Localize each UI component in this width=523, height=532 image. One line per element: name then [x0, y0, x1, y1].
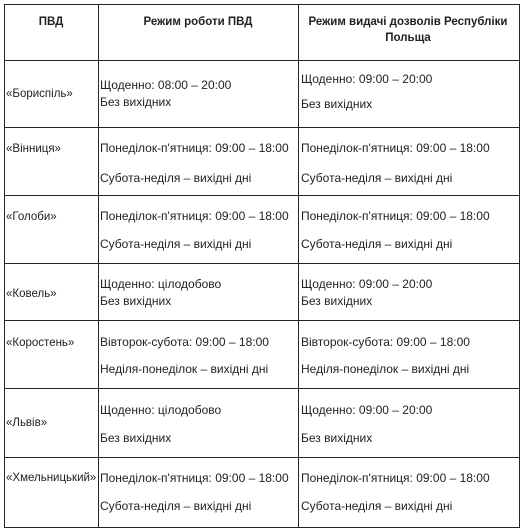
permit-schedule-line: Вівторок-субота: 09:00 – 18:00 [301, 335, 470, 349]
column-divider [298, 4, 299, 528]
row-divider [4, 195, 520, 196]
pvd-schedule-line: Щоденно: цілодобово [100, 403, 222, 417]
pvd-schedule-line: Без вихідних [100, 95, 172, 109]
permit-schedule-line: Неділя-понеділок – вихідні дні [301, 362, 470, 376]
row-name: «Коростень» [6, 337, 75, 349]
table-border-top [4, 4, 520, 5]
pvd-schedule-line: Субота-неділя – вихідні дні [100, 499, 252, 513]
row-divider [4, 320, 520, 321]
header-pvd-schedule: Режим роботи ПВД [143, 16, 253, 28]
permit-schedule-line: Щоденно: 09:00 – 20:00 [301, 403, 433, 417]
pvd-schedule-line: Понеділок-п'ятниця: 09:00 – 18:00 [100, 471, 289, 485]
permit-schedule-line: Понеділок-п'ятниця: 09:00 – 18:00 [301, 141, 490, 155]
pvd-schedule-line: Субота-неділя – вихідні дні [100, 171, 252, 185]
permit-schedule-line: Субота-неділя – вихідні дні [301, 171, 453, 185]
permit-schedule-line: Субота-неділя – вихідні дні [301, 499, 453, 513]
column-divider [98, 4, 99, 528]
permit-schedule-line: Субота-неділя – вихідні дні [301, 237, 453, 251]
permit-schedule-line: Понеділок-п'ятниця: 09:00 – 18:00 [301, 471, 490, 485]
row-name: «Вінниця» [6, 143, 61, 155]
permit-schedule-line: Без вихідних [301, 294, 373, 308]
pvd-schedule-line: Без вихідних [100, 294, 172, 308]
permit-schedule-line: Без вихідних [301, 431, 373, 445]
header-permit-schedule: Режим видачі дозволів Республіки Польща [308, 16, 508, 44]
row-divider [4, 127, 520, 128]
row-name: «Львів» [6, 417, 48, 429]
row-divider [4, 263, 520, 264]
pvd-schedule-line: Понеділок-п'ятниця: 09:00 – 18:00 [100, 141, 289, 155]
pvd-schedule-line: Понеділок-п'ятниця: 09:00 – 18:00 [100, 209, 289, 223]
row-divider [4, 388, 520, 389]
row-name: «Ковель» [6, 288, 57, 300]
table-border-right [519, 4, 520, 528]
pvd-schedule-line: Субота-неділя – вихідні дні [100, 237, 252, 251]
pvd-schedule-line: Щоденно: цілодобово [100, 277, 222, 291]
row-name: «Бориспіль» [6, 88, 73, 100]
table-border-left [4, 4, 5, 528]
header-pvd: ПВД [38, 16, 64, 28]
row-divider [4, 60, 520, 61]
table-border-bottom [4, 527, 520, 528]
row-name: «Хмельницький» [6, 472, 97, 484]
row-name: «Голоби» [6, 211, 57, 223]
pvd-schedule-line: Неділя-понеділок – вихідні дні [100, 362, 269, 376]
permit-schedule-line: Щоденно: 09:00 – 20:00 [301, 277, 433, 291]
pvd-schedule-line: Вівторок-субота: 09:00 – 18:00 [100, 335, 269, 349]
permit-schedule-line: Щоденно: 09:00 – 20:00 [301, 72, 433, 86]
pvd-schedule-line: Щоденно: 08:00 – 20:00 [100, 78, 232, 92]
row-divider [4, 457, 520, 458]
pvd-schedule-line: Без вихідних [100, 431, 172, 445]
permit-schedule-line: Понеділок-п'ятниця: 09:00 – 18:00 [301, 209, 490, 223]
permit-schedule-line: Без вихідних [301, 97, 373, 111]
